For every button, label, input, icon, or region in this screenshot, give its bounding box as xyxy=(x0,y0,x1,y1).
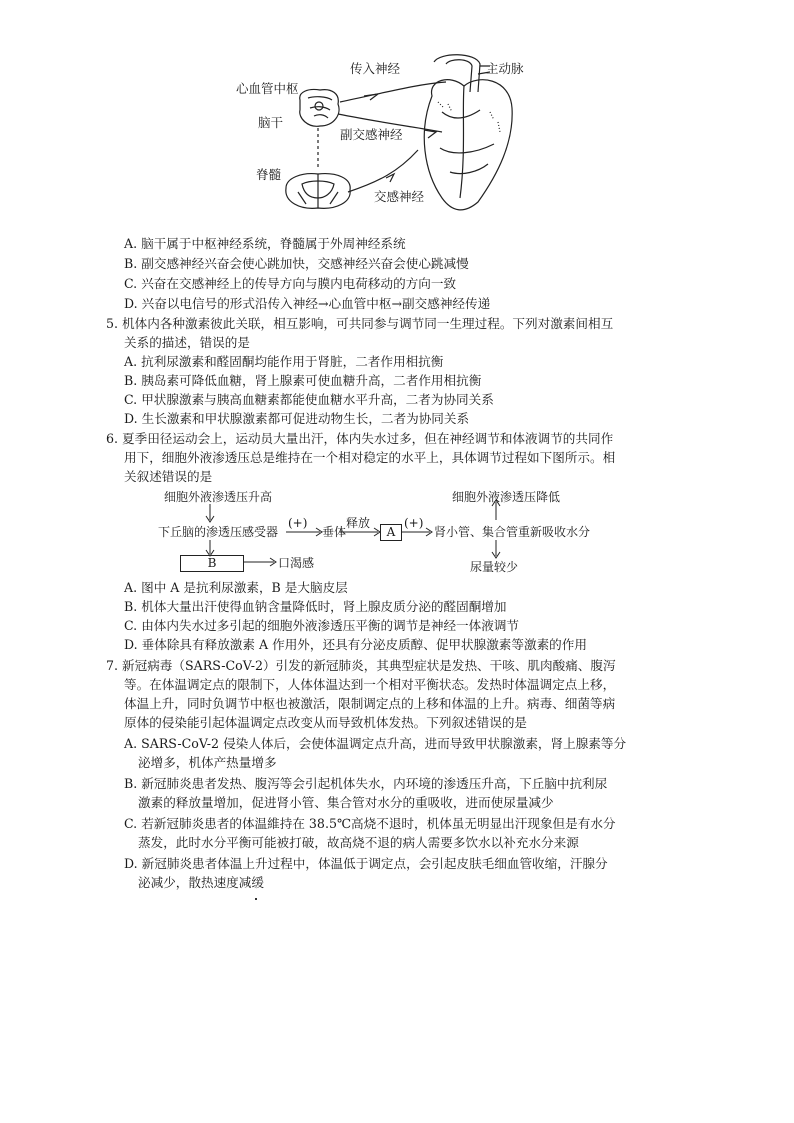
stray-mark xyxy=(255,898,257,900)
kidney-reabsorption-label: 肾小管、集合管重新吸收水分 xyxy=(434,525,591,539)
q6-stem-line1: 6. 夏季田径运动会上，运动员大量出汗，体内失水过多，但在神经调节和体液调节的共同作 xyxy=(106,431,614,446)
aorta-label: 主动脉 xyxy=(486,61,524,76)
brainstem-label: 脑干 xyxy=(258,115,284,130)
q6-stem-line2: 用下，细胞外液渗透压总是维持在一个相对稳定的水平上，具体调节过程如下图所示。相 xyxy=(124,450,616,465)
q5-stem-line2: 关系的描述，错误的是 xyxy=(124,335,250,350)
q7-option-d-line2: 泌减少，散热速度减缓 xyxy=(138,875,264,890)
q7-option-b-line2: 激素的释放量增加，促进肾小管、集合管对水分的重吸收，进而使尿量减少 xyxy=(138,795,554,810)
stimulate-sign-2: (+) xyxy=(404,516,424,530)
thirst-label: 口渴感 xyxy=(278,556,315,570)
q7-stem-line3: 体温上升，同时负调节中枢也被激活，限制调定点的上移和体温的上升。病毒、细菌等病 xyxy=(124,696,616,711)
heart-nerve-diagram xyxy=(228,52,528,228)
sympathetic-nerve-label: 交感神经 xyxy=(374,189,425,204)
q4-option-c: C. 兴奋在交感神经上的传导方向与膜内电荷移动的方向一致 xyxy=(124,276,457,291)
afferent-nerve-label: 传入神经 xyxy=(350,61,401,76)
q6-option-a: A. 图中 A 是抗利尿激素，B 是大脑皮层 xyxy=(124,580,348,595)
q7-option-c-line2: 蒸发，此时水分平衡可能被打破，故高烧不退的病人需要多饮水以补充水分来源 xyxy=(138,835,579,850)
q5-stem-line1: 5. 机体内各种激素彼此关联，相互影响，可共同参与调节同一生理过程。下列对激素间相互 xyxy=(106,316,614,331)
q5-option-a: A. 抗利尿激素和醛固酮均能作用于肾脏，二者作用相抗衡 xyxy=(124,354,444,369)
q5-option-c: C. 甲状腺激素与胰高血糖素都能使血糖水平升高，二者为协同关系 xyxy=(124,392,494,407)
q7-stem-line1: 7. 新冠病毒（SARS-CoV-2）引发的新冠肺炎，其典型症状是发热、干咳、肌肉酸痛、腹泻 xyxy=(106,658,616,673)
q7-stem-line4: 原体的侵染能引起体温调定点改变从而导致机体发热。下列叙述错误的是 xyxy=(124,715,527,730)
q7-option-c-line1: C. 若新冠肺炎患者的体温維持在 38.5℃高烧不退时，机体虽无明显出汗现象但是有水分 xyxy=(124,816,616,831)
pituitary-label: 垂体 xyxy=(322,525,347,539)
q6-option-c: C. 由体内失水过多引起的细胞外液渗透压平衡的调节是神经一体液调节 xyxy=(124,618,520,633)
q7-option-b-line1: B. 新冠肺炎患者发热、腹泻等会引起机体失水，内环境的渗透压升高，下丘脑中抗利尿 xyxy=(124,776,608,791)
q5-option-b: B. 胰岛素可降低血糖，肾上腺素可使血糖升高，二者作用相抗衡 xyxy=(124,373,482,388)
q5-option-d: D. 生长激素和甲状腺激素都可促进动物生长，二者为协同关系 xyxy=(124,411,470,426)
q6-option-b: B. 机体大量出汗使得血钠含量降低时，肾上腺皮质分泌的醛固酮增加 xyxy=(124,599,507,614)
q4-option-b: B. 副交感神经兴奋会使心跳加快，交感神经兴奋会使心跳减慢 xyxy=(124,256,469,271)
urine-output-label: 尿量较少 xyxy=(470,560,519,574)
release-label: 释放 xyxy=(346,516,371,530)
box-a: A xyxy=(380,524,402,541)
q7-option-a-line2: 泌增多，机体产热量增多 xyxy=(138,755,277,770)
cardiovascular-center-label: 心血管中枢 xyxy=(236,81,299,96)
osmolarity-fall-label: 细胞外液渗透压降低 xyxy=(452,490,561,504)
stimulate-sign-1: (+) xyxy=(288,516,308,530)
osmolarity-rise-label: 细胞外液渗透压升高 xyxy=(164,490,273,504)
q6-option-d: D. 垂体除具有释放激素 A 作用外，还具有分泌皮质醇、促甲状腺激素等激素的作用 xyxy=(124,637,587,652)
box-b: B xyxy=(180,555,244,572)
q4-option-a: A. 脑干属于中枢神经系统，脊髓属于外周神经系统 xyxy=(124,236,406,251)
q6-stem-line3: 关叙述错误的是 xyxy=(124,469,213,484)
q7-option-d-line1: D. 新冠肺炎患者体温上升过程中，体温低于调定点，会引起皮肤毛细血管收缩，汗腺分 xyxy=(124,856,608,871)
q4-option-d: D. 兴奋以电信号的形式沿传入神经→心血管中枢→副交感神经传递 xyxy=(124,296,491,311)
parasympathetic-nerve-label: 副交感神经 xyxy=(340,127,403,142)
osmotic-regulation-flowchart xyxy=(150,488,620,578)
q7-stem-line2: 等。在体温调定点的限制下，人体体温达到一个相对平衡状态。发热时体温调定点上移， xyxy=(124,677,616,692)
hypothalamus-receptor-label: 下丘脑的渗透压感受器 xyxy=(158,525,279,539)
spinal-cord-label: 脊髓 xyxy=(256,167,282,182)
q7-option-a-line1: A. SARS-CoV-2 侵染人体后，会使体温调定点升高，进而导致甲状腺激素，肾上腺素等分 xyxy=(124,736,627,751)
